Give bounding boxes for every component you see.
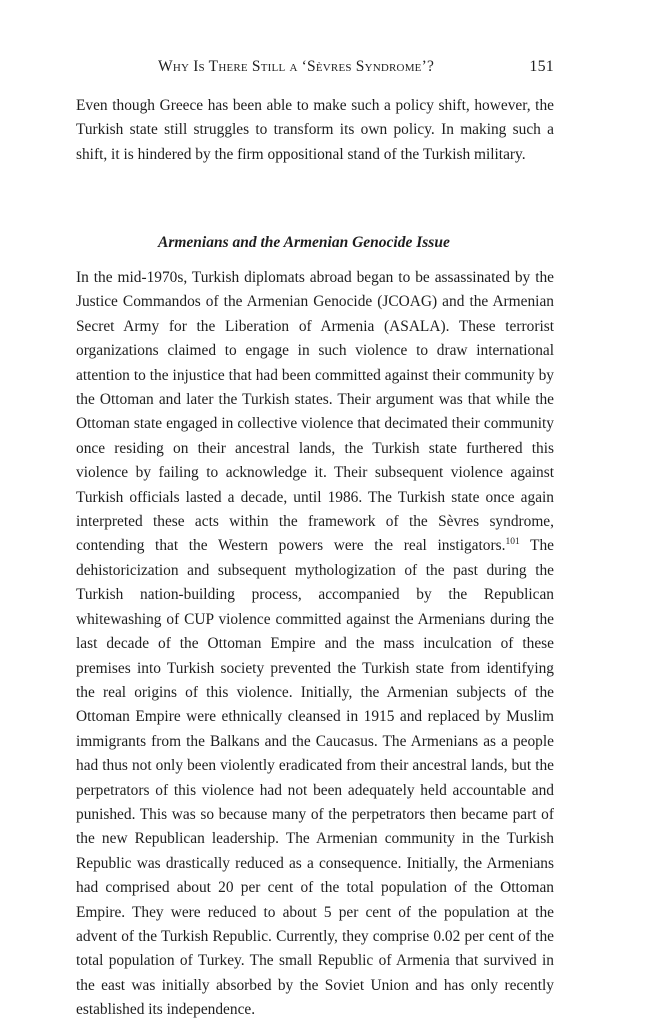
- footnote-reference[interactable]: 101: [505, 537, 520, 548]
- running-head: [76, 58, 554, 82]
- running-title: Why Is There Still a ‘Sèvres Syndrome’?: [158, 58, 435, 75]
- page-number: 151: [529, 58, 554, 75]
- paragraph-text-part-2: The dehistoricization and subsequent mythologization of the past during the Turkish nation-building process, accompanied by the Republican whitewashing of CUP violence committed against the Armenians during the last decade of the Ottoman Empire and the mass inculcation of these premises into Turkish society prevented the Turkish state from identifying the real origins of this violence. Initially, the Armenian subjects of the Ottoman Empire were ethnically cleansed in 1915 and replaced by Muslim immigrants from the Balkans and the Caucasus. The Armenians as a people had thus not only been violently eradicated from their ancestral lands, but the perpetrators of this violence had not been adequately held accountable and punished. This was so because many of the perpetrators then became part of the new Republican leadership. The Armenian community in the Turkish Republic was drastically reduced as a consequence. Initially, the Armenians had comprised about 20 per cent of the total population of the Ottoman Empire. They were reduced to about 5 per cent of the population at the advent of the Turkish Republic. Currently, they comprise 0.02 per cent of the total population of Turkey. The small Republic of Armenia that survived in the east was initially absorbed by the Soviet Union and has only recently established its independence.: [76, 537, 554, 1019]
- paragraph-armenian-issue: [76, 266, 554, 1023]
- section-heading: Armenians and the Armenian Genocide Issue: [158, 234, 450, 251]
- paragraph-intro: Even though Greece has been able to make such a policy shift, however, the Turkish state still struggles to transform its own policy. In making such a shift, it is hindered by the firm oppositional stand of the Turkish military.: [76, 97, 554, 163]
- paragraph-text-part-1: In the mid-1970s, Turkish diplomats abroad began to be assassinated by the Justice Commandos of the Armenian Genocide (JCOAG) and the Armenian Secret Army for the Liberation of Armenia (ASALA). These terrorist organizations claimed to engage in such violence to draw international attention to the injustice that had been committed against their community by the Ottoman and later the Turkish states. Their argument was that while the Ottoman state engaged in collective violence that decimated their community once residing on their ancestral lands, the Turkish state furthered this violence by failing to acknowledge it. Their subsequent violence against Turkish officials lasted a decade, until 1986. The Turkish state once again interpreted these acts within the framework of the Sèvres syndrome, contending that the Western powers were the real instigators.: [76, 269, 554, 555]
